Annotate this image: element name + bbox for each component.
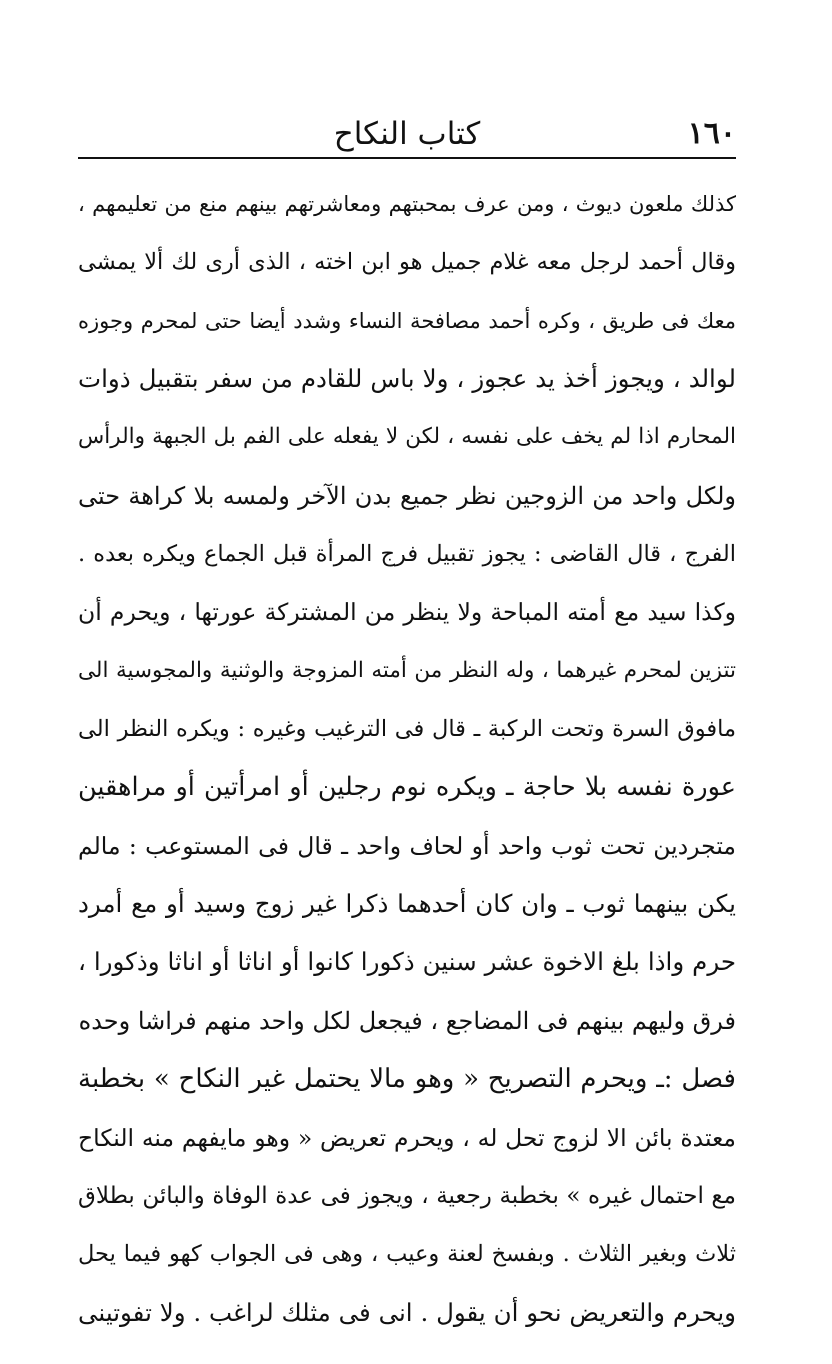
text-line: لوالد ، ويجوز أخذ يد عجوز ، ولا باس للقادم من سفر بتقبيل ذوات	[78, 364, 736, 394]
body-text	[78, 175, 736, 1342]
text-line: مافوق السرة وتحت الركبة ـ قال فى الترغيب وغيره : ويكره النظر الى	[78, 716, 736, 743]
text-line: عورة نفسه بلا حاجة ـ ويكره نوم رجلين أو امرأتين أو مراهقين	[78, 772, 736, 803]
text-line: المحارم اذا لم يخف على نفسه ، لكن لا يفعله على الفم بل الجبهة والرأس	[78, 424, 736, 450]
text-line: تتزين لمحرم غيرهما ، وله النظر من أمته المزوجة والوثنية والمجوسية الى	[78, 657, 736, 683]
section-heading-line: فصل :ـ ويحرم التصريح « وهو مالا يحتمل غير النكاح » بخطبة	[78, 1064, 736, 1095]
text-line: وكذا سيد مع أمته المباحة ولا ينظر من المشتركة عورتها ، ويحرم أن	[78, 598, 736, 627]
page-number: ١٦٠	[687, 116, 736, 151]
page-header	[78, 112, 736, 160]
text-line: معك فى طريق ، وكره أحمد مصافحة النساء وشدد أيضا حتى لمحرم وجوزه	[78, 308, 736, 333]
text-line: متجردين تحت ثوب واحد أو لحاف واحد ـ قال فى المستوعب : مالم	[78, 831, 736, 860]
running-title: كتاب النكاح	[333, 116, 481, 152]
text-line: ثلاث وبغير الثلاث . وبفسخ لعنة وعيب ، وهى فى الجواب كهو فيما يحل	[78, 1241, 736, 1268]
text-line: معتدة بائن الا لزوج تحل له ، ويحرم تعريض « وهو مايفهم منه النكاح	[78, 1123, 736, 1152]
header-rule	[78, 157, 736, 159]
text-line: حرم واذا بلغ الاخوة عشر سنين ذكورا كانوا أو اناثا أو اناثا وذكورا ،	[78, 947, 736, 977]
text-line: وقال أحمد لرجل معه غلام جميل هو ابن اخته ، الذى أرى لك ألا يمشى	[78, 249, 736, 276]
text-line: فرق وليهم بينهم فى المضاجع ، فيجعل لكل واحد منهم فراشا وحده	[78, 1006, 736, 1035]
text-line: يكن بينهما ثوب ـ وان كان أحدهما ذكرا غير زوج وسيد أو مع أمرد	[78, 889, 736, 919]
text-line: ويحرم والتعريض نحو أن يقول . انى فى مثلك لراغب . ولا تفوتينى	[78, 1297, 736, 1327]
text-line: الفرج ، قال القاضى : يجوز تقبيل فرج المرأة قبل الجماع ويكره بعده .	[78, 541, 736, 568]
text-line: كذلك ملعون ديوث ، ومن عرف بمحبتهم ومعاشرتهم بينهم منع من تعليمهم ،	[78, 192, 736, 216]
text-line: ولكل واحد من الزوجين نظر جميع بدن الآخر ولمسه بلا كراهة حتى	[78, 481, 736, 510]
text-line: مع احتمال غيره » بخطبة رجعية ، ويجوز فى عدة الوفاة والبائن بطلاق	[78, 1182, 736, 1209]
